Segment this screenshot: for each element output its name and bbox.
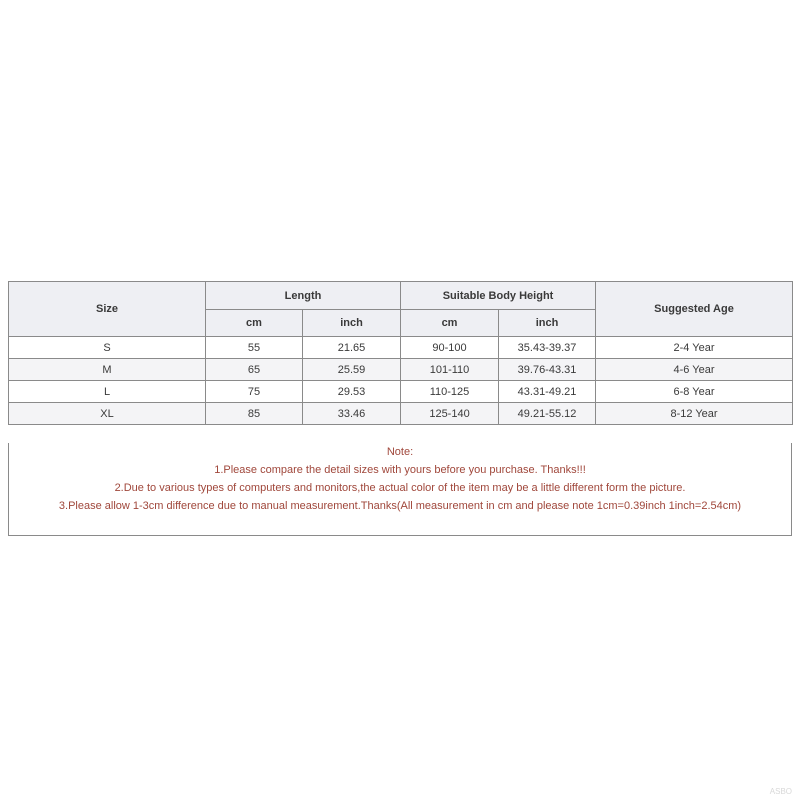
cell-height-cm: 110-125 — [401, 381, 499, 403]
cell-length-cm: 65 — [206, 359, 303, 381]
cell-size: S — [9, 337, 206, 359]
cell-length-inch: 29.53 — [303, 381, 401, 403]
note-line: 2.Due to various types of computers and monitors,the actual color of the item may be a little different form the picture. — [114, 482, 686, 494]
size-table — [8, 281, 793, 425]
note-line: 3.Please allow 1-3cm difference due to manual measurement.Thanks(All measurement in cm and please note 1cm=0.39inch 1inch=2.54cm) — [58, 500, 742, 512]
cell-length-cm: 75 — [206, 381, 303, 403]
header-height-cm: cm — [401, 310, 499, 337]
cell-height-cm: 101-110 — [401, 359, 499, 381]
table-row — [9, 337, 793, 359]
header-length-cm: cm — [206, 310, 303, 337]
header-size: Size — [9, 282, 206, 337]
cell-length-inch: 21.65 — [303, 337, 401, 359]
cell-length-inch: 33.46 — [303, 403, 401, 425]
header-length: Length — [206, 282, 401, 310]
cell-age: 2-4 Year — [596, 337, 793, 359]
cell-length-cm: 55 — [206, 337, 303, 359]
note-title: Note: — [386, 446, 414, 458]
cell-height-inch: 39.76-43.31 — [499, 359, 596, 381]
cell-height-inch: 43.31-49.21 — [499, 381, 596, 403]
cell-height-cm: 90-100 — [401, 337, 499, 359]
watermark: ASBO — [769, 787, 792, 796]
cell-length-cm: 85 — [206, 403, 303, 425]
table-row — [9, 359, 793, 381]
table-row — [9, 381, 793, 403]
note-line: 1.Please compare the detail sizes with yours before you purchase. Thanks!!! — [214, 464, 586, 476]
cell-height-inch: 35.43-39.37 — [499, 337, 596, 359]
cell-size: L — [9, 381, 206, 403]
header-length-inch: inch — [303, 310, 401, 337]
header-suggested-age: Suggested Age — [596, 282, 793, 337]
cell-height-cm: 125-140 — [401, 403, 499, 425]
cell-length-inch: 25.59 — [303, 359, 401, 381]
cell-height-inch: 49.21-55.12 — [499, 403, 596, 425]
notes-box — [8, 443, 792, 536]
cell-age: 4-6 Year — [596, 359, 793, 381]
size-chart — [8, 281, 792, 536]
cell-age: 6-8 Year — [596, 381, 793, 403]
table-row — [9, 403, 793, 425]
header-height-inch: inch — [499, 310, 596, 337]
header-body-height: Suitable Body Height — [401, 282, 596, 310]
cell-size: M — [9, 359, 206, 381]
cell-size: XL — [9, 403, 206, 425]
cell-age: 8-12 Year — [596, 403, 793, 425]
